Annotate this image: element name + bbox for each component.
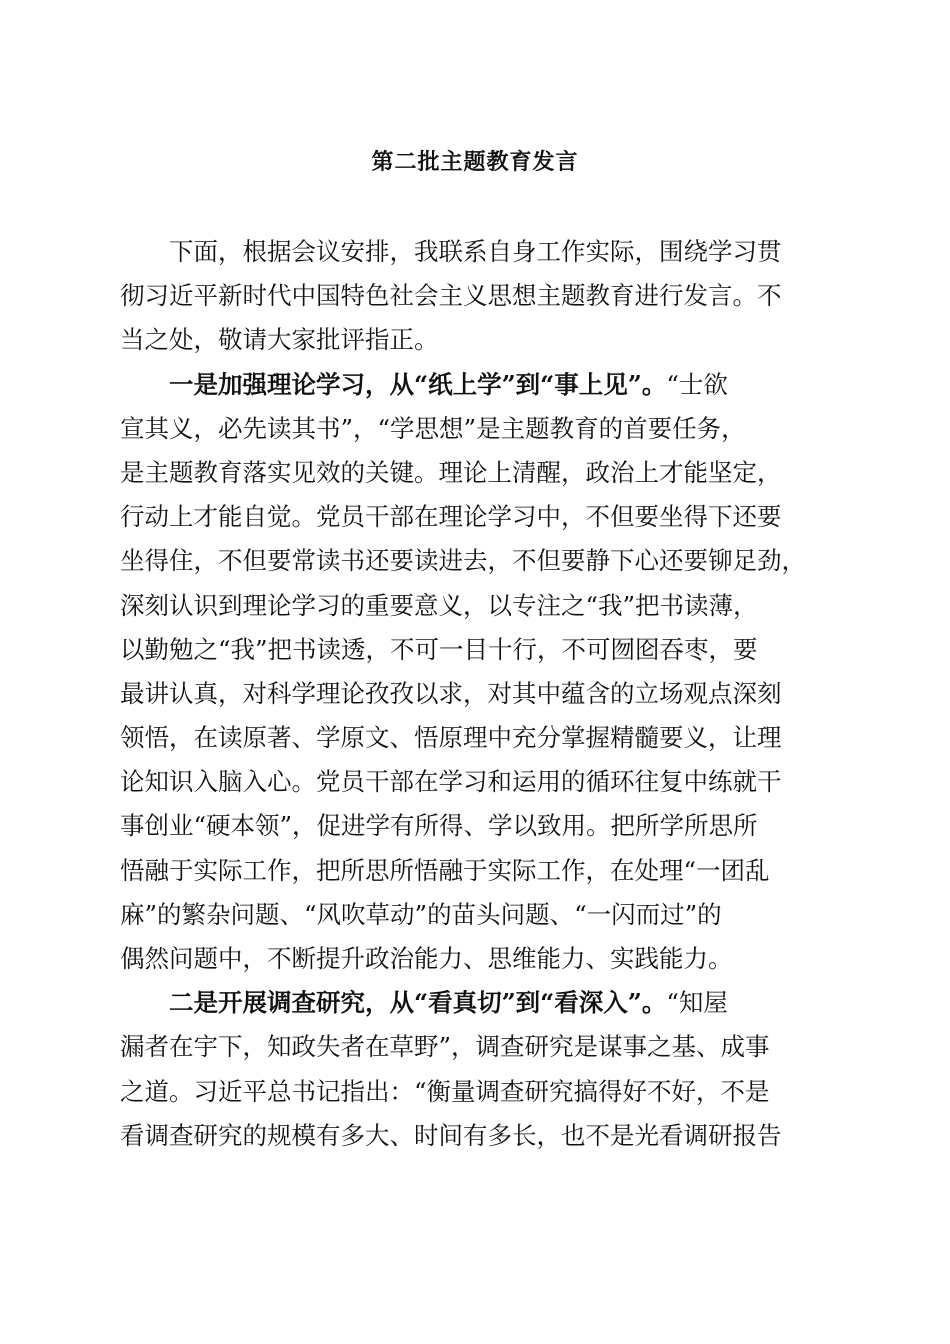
text-line: 当之处，敬请大家批评指正。 xyxy=(120,325,439,355)
text-line: 行动上才能自觉。党员干部在理论学习中，不但要坐得下还要 xyxy=(120,502,782,532)
text-line: 麻”的繁杂问题、“风吹草动”的苗头问题、“一闪而过”的 xyxy=(120,899,722,929)
text-fragment: “知屋 xyxy=(666,988,728,1018)
paragraph-theory-study xyxy=(120,363,840,982)
text-line: 漏者在宇下，知政失者在草野”，调查研究是谋事之基、成事 xyxy=(120,1032,770,1062)
paragraph-lead: 一是加强理论学习，从“纸上学”到“事上见”。 xyxy=(169,369,667,399)
text-line: 坐得住，不但要常读书还要读进去，不但要静下心还要铆足劲， xyxy=(120,546,806,576)
text-line: 之道。习近平总书记指出：“衡量调查研究搞得好不好，不是 xyxy=(120,1076,770,1106)
text-line: 是主题教育落实见效的关键。理论上清醒，政治上才能坚定， xyxy=(120,457,782,487)
text-line: 深刻认识到理论学习的重要意义，以专注之“我”把书读薄， xyxy=(120,590,758,620)
document-title: 第二批主题教育发言 xyxy=(371,149,579,175)
document-body xyxy=(120,230,840,1158)
text-line: 宣其义，必先读其书”，“学思想”是主题教育的首要任务， xyxy=(120,413,746,443)
paragraph-lead: 二是开展调查研究，从“看真切”到“看深入”。 xyxy=(169,988,667,1018)
paragraph-intro xyxy=(120,230,840,363)
text-line: 以勤勉之“我”把书读透，不可一目十行，不可囫囵吞枣，要 xyxy=(120,634,758,664)
text-line: 论知识入脑入心。党员干部在学习和运用的循环往复中练就干 xyxy=(120,767,782,797)
text-line xyxy=(120,981,840,1025)
text-line: 领悟，在读原著、学原文、悟原理中充分掌握精髓要义，让理 xyxy=(120,723,782,753)
paragraph-investigation xyxy=(120,981,840,1158)
text-line: 事创业“硬本领”，促进学有所得、学以致用。把所学所思所 xyxy=(120,811,758,841)
text-line: 偶然问题中，不断提升政治能力、思维能力、实践能力。 xyxy=(120,944,733,973)
text-line: 彻习近平新时代中国特色社会主义思想主题教育进行发言。不 xyxy=(120,281,782,311)
text-fragment: “士欲 xyxy=(666,369,728,399)
text-line: 看调查研究的规模有多大、时间有多长，也不是光看调研报告 xyxy=(120,1120,782,1150)
text-line: 悟融于实际工作，把所思所悟融于实际工作，在处理“一团乱 xyxy=(120,855,770,885)
text-line: 下面，根据会议安排，我联系自身工作实际，围绕学习贯 xyxy=(169,237,782,266)
text-line: 最讲认真，对科学理论孜孜以求，对其中蕴含的立场观点深刻 xyxy=(120,678,782,708)
text-line xyxy=(120,363,840,407)
